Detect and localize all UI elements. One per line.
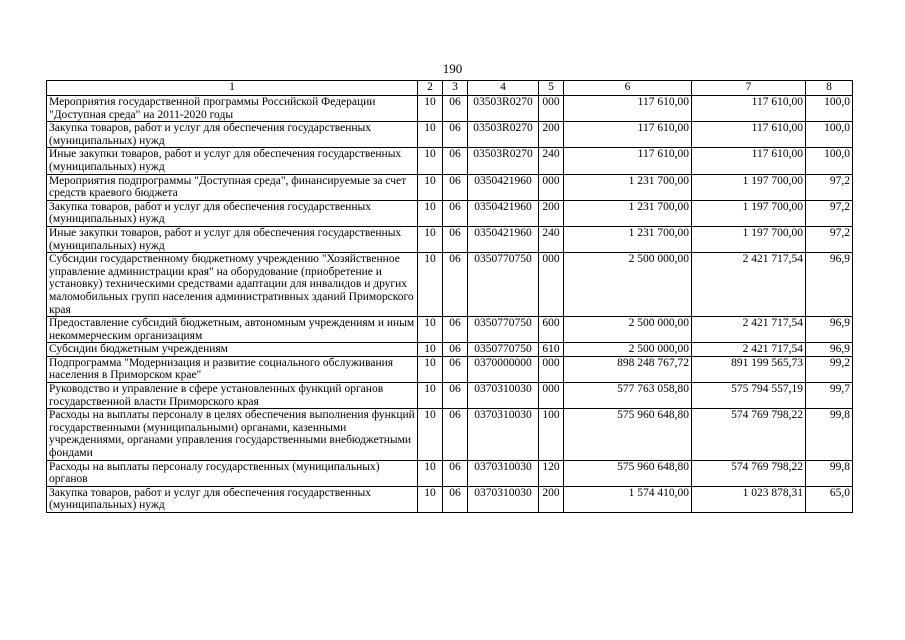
cell-percent: 97,2 [806,174,853,200]
cell-percent: 97,2 [806,226,853,252]
table-row [47,383,853,409]
cell-planned-amount: 1 574 410,00 [564,486,692,512]
column-header: 8 [806,81,853,96]
cell-name: Предоставление субсидий бюджетным, автономным учреждениям и иным некоммерческим организациям [47,317,418,343]
cell-expense-type: 240 [539,226,564,252]
cell-name: Подпрограмма "Модернизация и развитие социального обслуживания населения в Приморском крае" [47,356,418,382]
table-row [47,356,853,382]
cell-expense-type: 120 [539,460,564,486]
cell-expense-type: 240 [539,148,564,174]
cell-podrazdel: 06 [443,253,468,317]
cell-razdel: 10 [418,383,443,409]
cell-percent: 97,2 [806,200,853,226]
cell-razdel: 10 [418,148,443,174]
cell-expense-type: 200 [539,200,564,226]
cell-target-article: 0370000000 [468,356,539,382]
cell-percent: 96,9 [806,343,853,357]
cell-podrazdel: 06 [443,122,468,148]
cell-percent: 96,9 [806,317,853,343]
cell-target-article: 0370310030 [468,383,539,409]
cell-podrazdel: 06 [443,226,468,252]
cell-planned-amount: 1 231 700,00 [564,200,692,226]
table-row [47,174,853,200]
cell-expense-type: 610 [539,343,564,357]
cell-planned-amount: 898 248 767,72 [564,356,692,382]
cell-percent: 100,0 [806,122,853,148]
cell-name: Закупка товаров, работ и услуг для обеспечения государственных (муниципальных) нужд [47,122,418,148]
cell-actual-amount: 891 199 565,73 [692,356,806,382]
cell-razdel: 10 [418,253,443,317]
cell-expense-type: 000 [539,383,564,409]
cell-actual-amount: 2 421 717,54 [692,253,806,317]
cell-razdel: 10 [418,356,443,382]
table-row [47,460,853,486]
cell-planned-amount: 1 231 700,00 [564,226,692,252]
table-row [47,343,853,357]
cell-percent: 65,0 [806,486,853,512]
column-header: 4 [468,81,539,96]
cell-name: Иные закупки товаров, работ и услуг для обеспечения государственных (муниципальных) нужд [47,226,418,252]
cell-name: Мероприятия государственной программы Российской Федерации "Доступная среда" на 2011-2020 годы [47,96,418,122]
cell-actual-amount: 574 769 798,22 [692,409,806,460]
cell-name: Руководство и управление в сфере установленных функций органов государственной власти Приморского края [47,383,418,409]
cell-podrazdel: 06 [443,174,468,200]
cell-podrazdel: 06 [443,486,468,512]
cell-expense-type: 600 [539,317,564,343]
cell-name: Субсидии бюджетным учреждениям [47,343,418,357]
column-header: 7 [692,81,806,96]
cell-planned-amount: 2 500 000,00 [564,343,692,357]
cell-expense-type: 200 [539,486,564,512]
cell-actual-amount: 574 769 798,22 [692,460,806,486]
cell-razdel: 10 [418,200,443,226]
cell-razdel: 10 [418,174,443,200]
cell-razdel: 10 [418,96,443,122]
cell-name: Расходы на выплаты персоналу в целях обеспечения выполнения функций государственными (муниципальными) органами, казенными учреждениями, органами управления государственными внебюджетными фондами [47,409,418,460]
cell-target-article: 0350421960 [468,174,539,200]
cell-expense-type: 000 [539,253,564,317]
cell-razdel: 10 [418,343,443,357]
cell-razdel: 10 [418,460,443,486]
cell-razdel: 10 [418,226,443,252]
cell-percent: 99,8 [806,460,853,486]
column-header: 1 [47,81,418,96]
cell-name: Субсидии государственному бюджетному учреждению "Хозяйственное управление администрации края" на оборудование (приобретение и установку) техническими средствами адаптации для инвалидов и других маломобильных групп населения административных зданий Приморского края [47,253,418,317]
cell-actual-amount: 575 794 557,19 [692,383,806,409]
cell-target-article: 0350770750 [468,253,539,317]
cell-expense-type: 200 [539,122,564,148]
cell-target-article: 0350421960 [468,226,539,252]
cell-percent: 99,7 [806,383,853,409]
cell-podrazdel: 06 [443,200,468,226]
column-header: 6 [564,81,692,96]
cell-actual-amount: 2 421 717,54 [692,317,806,343]
cell-planned-amount: 577 763 058,80 [564,383,692,409]
cell-planned-amount: 117 610,00 [564,96,692,122]
cell-planned-amount: 2 500 000,00 [564,253,692,317]
cell-target-article: 03503R0270 [468,96,539,122]
table-row [47,122,853,148]
cell-name: Закупка товаров, работ и услуг для обеспечения государственных (муниципальных) нужд [47,200,418,226]
cell-podrazdel: 06 [443,460,468,486]
cell-actual-amount: 117 610,00 [692,148,806,174]
cell-name: Мероприятия подпрограммы "Доступная среда", финансируемые за счет средств краевого бюджета [47,174,418,200]
cell-razdel: 10 [418,122,443,148]
column-header: 5 [539,81,564,96]
cell-planned-amount: 2 500 000,00 [564,317,692,343]
column-header: 3 [443,81,468,96]
cell-podrazdel: 06 [443,356,468,382]
cell-percent: 99,2 [806,356,853,382]
cell-actual-amount: 1 023 878,31 [692,486,806,512]
cell-podrazdel: 06 [443,383,468,409]
table-row [47,486,853,512]
cell-name: Иные закупки товаров, работ и услуг для обеспечения государственных (муниципальных) нужд [47,148,418,174]
cell-target-article: 0370310030 [468,460,539,486]
cell-podrazdel: 06 [443,96,468,122]
table-row [47,253,853,317]
cell-target-article: 0350770750 [468,343,539,357]
cell-expense-type: 000 [539,96,564,122]
cell-expense-type: 000 [539,174,564,200]
cell-razdel: 10 [418,409,443,460]
cell-target-article: 0370310030 [468,409,539,460]
cell-target-article: 0370310030 [468,486,539,512]
cell-expense-type: 100 [539,409,564,460]
table-body [47,96,853,513]
budget-table [46,80,853,513]
cell-razdel: 10 [418,486,443,512]
cell-name: Расходы на выплаты персоналу государственных (муниципальных) органов [47,460,418,486]
cell-target-article: 03503R0270 [468,122,539,148]
cell-actual-amount: 2 421 717,54 [692,343,806,357]
table-row [47,200,853,226]
cell-target-article: 0350770750 [468,317,539,343]
cell-planned-amount: 575 960 648,80 [564,409,692,460]
page-number: 190 [442,61,463,76]
cell-planned-amount: 117 610,00 [564,148,692,174]
table-row [47,96,853,122]
table-row [47,409,853,460]
cell-actual-amount: 1 197 700,00 [692,174,806,200]
cell-podrazdel: 06 [443,343,468,357]
cell-percent: 99,8 [806,409,853,460]
cell-podrazdel: 06 [443,317,468,343]
table-row [47,148,853,174]
cell-actual-amount: 117 610,00 [692,96,806,122]
cell-percent: 100,0 [806,148,853,174]
cell-podrazdel: 06 [443,148,468,174]
cell-razdel: 10 [418,317,443,343]
cell-planned-amount: 117 610,00 [564,122,692,148]
cell-actual-amount: 117 610,00 [692,122,806,148]
cell-planned-amount: 575 960 648,80 [564,460,692,486]
cell-name: Закупка товаров, работ и услуг для обеспечения государственных (муниципальных) нужд [47,486,418,512]
cell-percent: 96,9 [806,253,853,317]
column-header: 2 [418,81,443,96]
cell-target-article: 0350421960 [468,200,539,226]
table-row [47,317,853,343]
header-row [47,81,853,96]
cell-podrazdel: 06 [443,409,468,460]
cell-percent: 100,0 [806,96,853,122]
table-row [47,226,853,252]
cell-actual-amount: 1 197 700,00 [692,200,806,226]
cell-expense-type: 000 [539,356,564,382]
cell-planned-amount: 1 231 700,00 [564,174,692,200]
cell-target-article: 03503R0270 [468,148,539,174]
cell-actual-amount: 1 197 700,00 [692,226,806,252]
